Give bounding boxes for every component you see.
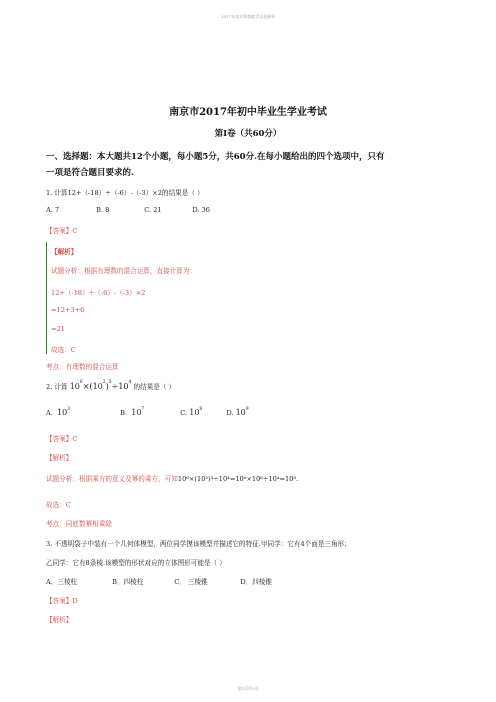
q1-step-4: 故选：C	[51, 346, 76, 354]
q1-step-3: =21	[51, 325, 65, 333]
q3-option-c: C． 三棱锥	[174, 578, 208, 586]
q3-answer: 【答案】D	[46, 597, 78, 605]
q1-analysis: 试题分析：根据有理数的混合运算，直接计算为：	[51, 267, 197, 275]
q2-expression: $10^6\times(10^2)^3\div 10^4$	[69, 380, 132, 391]
q3-option-d: D．四棱锥	[240, 578, 272, 586]
q3-option-a: A．三棱柱	[46, 578, 78, 586]
q3-stem-line1: 3. 不透明袋子中装有一个几何体模型，两位同学摸该模型并描述它的特征.甲同学：它有4个面是三角形；	[46, 540, 351, 548]
q1-option-d: D. 36	[192, 206, 210, 214]
q1-option-b: B. 8	[96, 206, 110, 214]
q1-option-a: A. 7	[46, 206, 60, 214]
q3-analysis-label: 【解析】	[46, 616, 73, 624]
q1-analysis-label: 【解析】	[51, 248, 78, 256]
q1-solution-box	[46, 242, 451, 354]
q2-stem	[46, 381, 175, 391]
q2-option-a: A. $10^3$	[46, 407, 71, 417]
q2-analysis-math: 10⁶×(10²)³÷10⁴=10⁶×10⁶÷10⁴=10⁸.	[177, 475, 299, 483]
q2-stem-prefix: 2. 计算	[46, 383, 68, 391]
q3-options	[46, 576, 272, 586]
q2-options	[46, 408, 249, 417]
q2-analysis: 试题分析：根据乘方的意义及幂的乘方，可知10⁶×(10²)³÷10⁴=10⁶×10⁶÷10⁴=10⁸.	[46, 475, 299, 483]
exam-title: 南京市2017年初中毕业生学业考试	[169, 107, 327, 118]
q3-option-b: B．四棱柱	[112, 578, 144, 586]
section-heading-cont: 一项是符合题目要求的.	[46, 168, 134, 178]
part-title: 第Ⅰ卷（共60分）	[214, 129, 282, 139]
q1-kaodian: 考点：有理数的混合运算	[46, 363, 119, 371]
q2-answer: 【答案】C	[46, 435, 78, 443]
q2-analysis-label: 【解析】	[46, 454, 73, 462]
q1-options	[46, 206, 210, 214]
q3-stem-line2: 乙同学：它有8条棱.该模型的形状对应的立体图形可能是（ ）	[46, 559, 226, 567]
q2-option-d: D. $10^9$	[226, 407, 249, 417]
q1-answer: 【答案】C	[46, 227, 78, 235]
q2-option-c: C. $10^8$	[180, 407, 203, 417]
q1-step-1: 12+（-18）÷（-6）-（-3）×2	[51, 289, 146, 297]
q2-kaodian: 考点：同底数幂相乘除	[46, 520, 112, 528]
q2-option-b: B. $10^7$	[120, 407, 145, 417]
q2-stem-suffix: 的结果是（ ）	[133, 383, 176, 391]
q1-option-c: C. 21	[144, 206, 162, 214]
page-header: 2017年南京调查数学试卷解析	[220, 14, 276, 19]
q2-conclusion: 故选：C	[46, 501, 71, 509]
page-footer: 第1页共2页	[237, 686, 259, 691]
q1-stem: 1. 计算12+（-18）÷（-6）-（-3）×2的结果是（ ）	[46, 189, 204, 197]
q1-step-2: =12+3+6	[51, 306, 85, 314]
section-heading: 一、选择题：本大题共12个小题，每小题5分，共60分.在每小题给出的四个选项中，只有	[46, 152, 385, 162]
